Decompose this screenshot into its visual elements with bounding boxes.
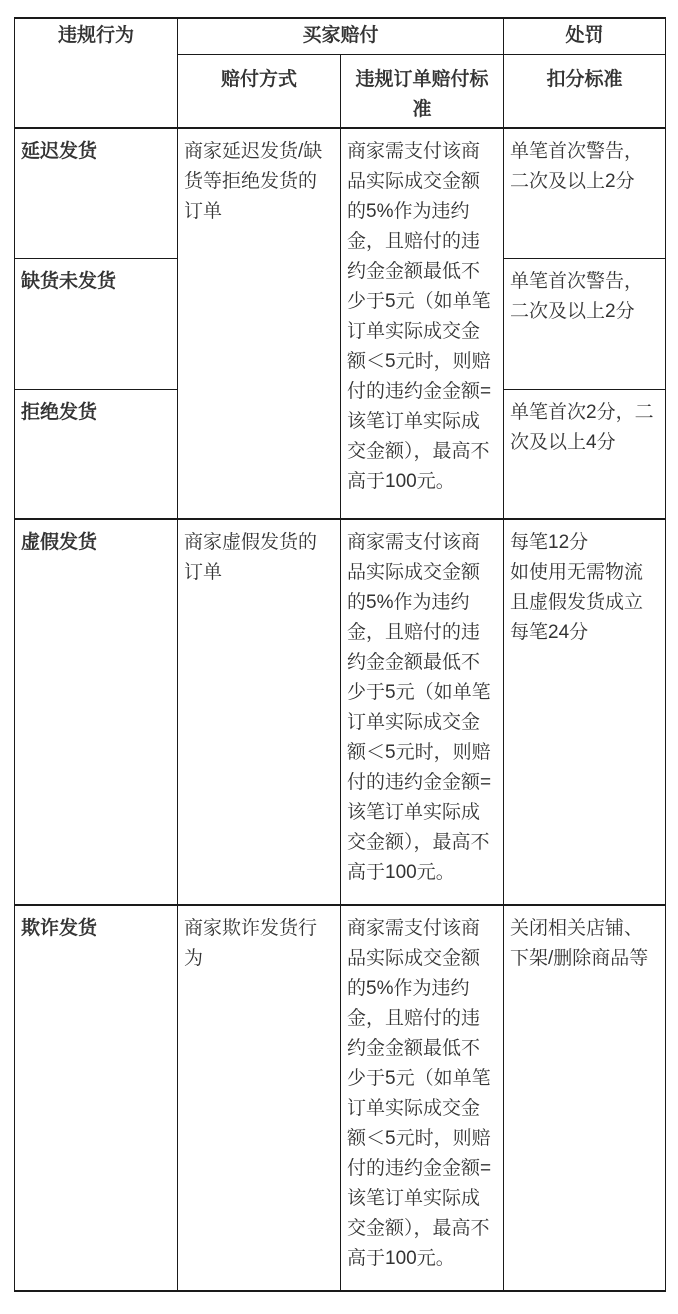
cell-violation-type: 拒绝发货 bbox=[15, 389, 178, 519]
cell-compensation-method: 商家虚假发货的订单 bbox=[178, 519, 341, 905]
cell-deduction-standard: 单笔首次2分，二次及以上4分 bbox=[504, 389, 666, 519]
header-order-compensation-standard: 违规订单赔付标准 bbox=[341, 54, 504, 128]
violation-penalty-table bbox=[14, 17, 666, 1292]
cell-violation-type: 缺货未发货 bbox=[15, 258, 178, 389]
cell-compensation-standard: 商家需支付该商品实际成交金额的5%作为违约金，且赔付的违约金金额最低不少于5元（如单笔订单实际成交金额＜5元时，则赔付的违约金金额=该笔订单实际成交金额），最高不高于100元。 bbox=[341, 128, 504, 519]
cell-violation-type: 欺诈发货 bbox=[15, 905, 178, 1291]
cell-compensation-method: 商家欺诈发货行为 bbox=[178, 905, 341, 1291]
cell-compensation-standard: 商家需支付该商品实际成交金额的5%作为违约金，且赔付的违约金金额最低不少于5元（如单笔订单实际成交金额＜5元时，则赔付的违约金金额=该笔订单实际成交金额），最高不高于100元。 bbox=[341, 519, 504, 905]
cell-compensation-standard: 商家需支付该商品实际成交金额的5%作为违约金，且赔付的违约金金额最低不少于5元（如单笔订单实际成交金额＜5元时，则赔付的违约金金额=该笔订单实际成交金额），最高不高于100元。 bbox=[341, 905, 504, 1291]
table-row-fake-shipment bbox=[15, 519, 666, 905]
header-penalty: 处罚 bbox=[504, 18, 666, 54]
header-compensation-method: 赔付方式 bbox=[178, 54, 341, 128]
header-violation-type: 违规行为 bbox=[15, 18, 178, 128]
table-row-delayed-shipment bbox=[15, 128, 666, 258]
deduction-line-2: 如使用无需物流且虚假发货成立每笔24分 bbox=[510, 562, 644, 643]
header-buyer-compensation: 买家赔付 bbox=[178, 18, 504, 54]
cell-violation-type: 延迟发货 bbox=[15, 128, 178, 258]
table-row-fraud-shipment bbox=[15, 905, 666, 1291]
cell-deduction-standard: 单笔首次警告，二次及以上2分 bbox=[504, 258, 666, 389]
header-deduction-standard: 扣分标准 bbox=[504, 54, 666, 128]
cell-violation-type: 虚假发货 bbox=[15, 519, 178, 905]
deduction-line-1: 每笔12分 bbox=[510, 532, 589, 553]
cell-compensation-method: 商家延迟发货/缺货等拒绝发货的订单 bbox=[178, 128, 341, 519]
header-row-1 bbox=[15, 18, 666, 54]
cell-deduction-standard bbox=[504, 519, 666, 905]
cell-deduction-standard: 关闭相关店铺、下架/删除商品等 bbox=[504, 905, 666, 1291]
cell-deduction-standard: 单笔首次警告，二次及以上2分 bbox=[504, 128, 666, 258]
